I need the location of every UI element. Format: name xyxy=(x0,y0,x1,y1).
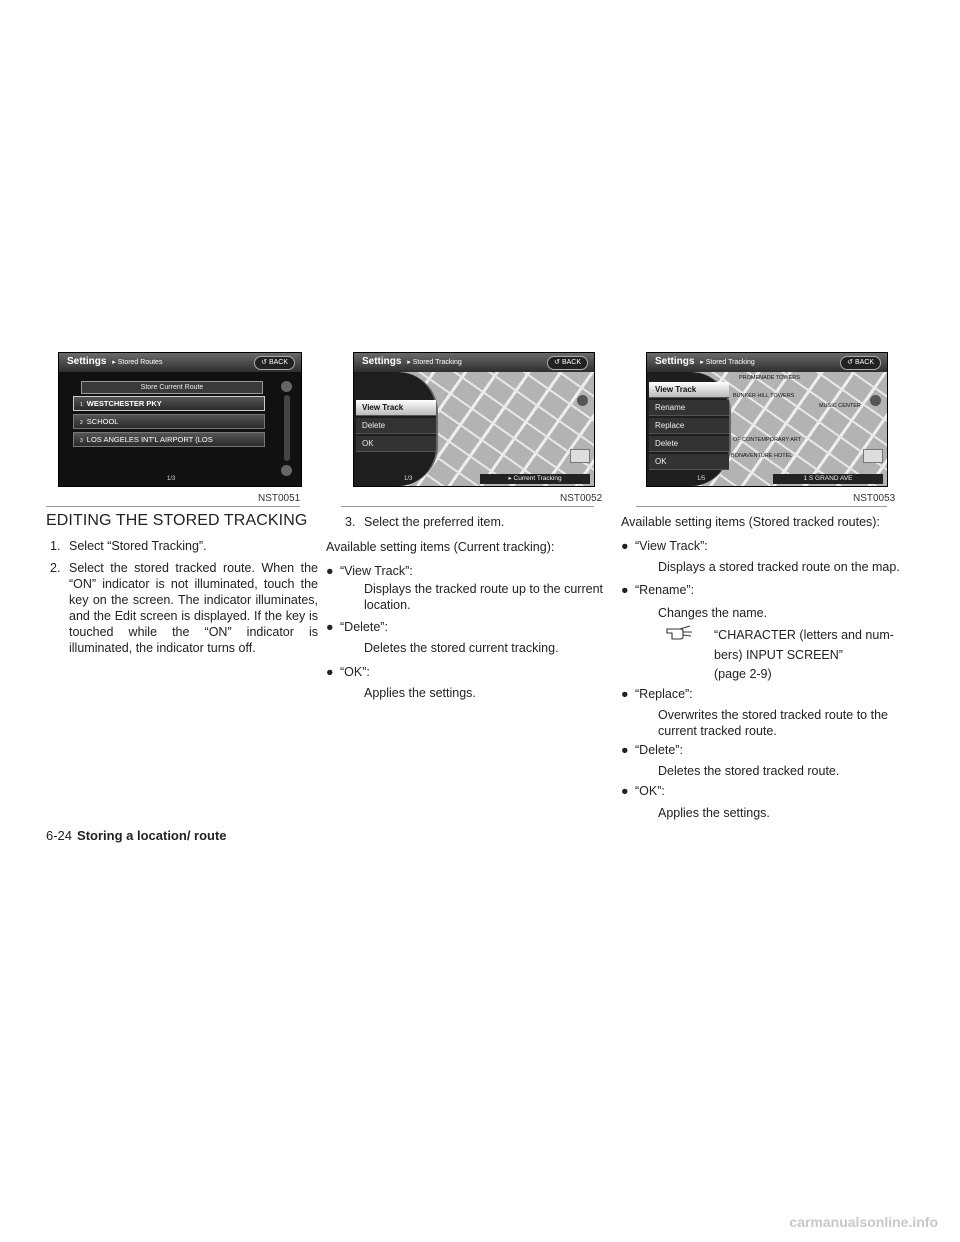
item-description: Applies the settings. xyxy=(364,686,476,700)
edit-menu xyxy=(354,372,438,486)
item-description: Displays a stored tracked route on the map. xyxy=(658,560,900,574)
menu-view-track[interactable]: View Track xyxy=(356,400,436,416)
item-label: “Delete”: xyxy=(635,743,683,757)
screenshot-current-tracking xyxy=(353,352,595,487)
step-text: Select the stored tracked route. When the “ON” indicator is not illuminated, touch the key on the screen. The indicator illuminates, and the Edit screen is displayed. If the key is touched while the “ON” indicator is illuminated, the indicator turns off. xyxy=(69,561,318,655)
bullet-icon: ● xyxy=(621,687,629,701)
route-row[interactable]: 1 WESTCHESTER PKY xyxy=(73,396,265,411)
back-button[interactable]: ↺ BACK xyxy=(547,356,588,370)
menu-ok[interactable]: OK xyxy=(649,454,729,470)
stored-intro: Available setting items (Stored tracked routes): xyxy=(621,515,880,529)
reference-hand-icon xyxy=(666,624,694,642)
street-name-label: 1 S GRAND AVE xyxy=(773,474,883,484)
map-label: MUSIC CENTER xyxy=(819,403,861,409)
step-number: 2. xyxy=(50,561,61,575)
item-label: “Replace”: xyxy=(635,687,693,701)
screen-title: Settings ▸ Stored Routes xyxy=(67,356,163,367)
list-item xyxy=(621,582,911,598)
item-description: Deletes the stored tracked route. xyxy=(658,764,840,778)
menu-rename[interactable]: Rename xyxy=(649,400,729,416)
route-list xyxy=(73,396,265,447)
screenshot-stored-routes xyxy=(58,352,302,487)
item-label: “OK”: xyxy=(635,784,665,798)
menu-view-track[interactable]: View Track xyxy=(649,382,729,398)
route-row[interactable]: 3 LOS ANGELES INT'L AIRPORT (LOS xyxy=(73,432,265,447)
caption-rule xyxy=(46,506,300,507)
current-intro: Available setting items (Current tracking): xyxy=(326,540,555,554)
step-text: Select “Stored Tracking”. xyxy=(69,539,207,553)
item-description: Changes the name. xyxy=(658,606,768,620)
scroll-track[interactable] xyxy=(284,395,290,461)
list-item xyxy=(621,686,911,702)
step-3 xyxy=(345,514,605,530)
item-description: Applies the settings. xyxy=(658,806,770,820)
bullet-icon: ● xyxy=(621,743,629,757)
store-current-route-button[interactable]: Store Current Route xyxy=(81,381,263,394)
map-label: BONAVENTURE HOTEL xyxy=(731,453,793,459)
bullet-icon: ● xyxy=(621,784,629,798)
item-label: “OK”: xyxy=(340,665,370,679)
step-2 xyxy=(50,560,318,656)
screen-title: Settings ▸ Stored Tracking xyxy=(362,356,462,367)
item-label: “Delete”: xyxy=(340,620,388,634)
caption-rule xyxy=(341,506,594,507)
scrollbar[interactable] xyxy=(279,379,295,479)
list-item xyxy=(621,783,911,799)
page-indicator: 1/5 xyxy=(697,476,706,482)
edit-menu xyxy=(647,372,731,486)
item-description: Displays the tracked route up to the current location. xyxy=(364,582,604,612)
list-item xyxy=(326,563,596,579)
caption-rule xyxy=(636,506,887,507)
reference-line-2: bers) INPUT SCREEN” xyxy=(714,648,843,662)
list-item xyxy=(326,619,596,635)
list-item xyxy=(621,538,911,554)
menu-delete[interactable]: Delete xyxy=(356,418,436,434)
scale-icon xyxy=(863,449,883,463)
page-number: 6-24 xyxy=(46,828,73,843)
list-item xyxy=(621,742,911,758)
figure-caption: NST0053 xyxy=(853,493,896,504)
map-label: OF CONTEMPORARY ART xyxy=(733,437,802,443)
item-label: “View Track”: xyxy=(340,564,413,578)
item-description: Deletes the stored current tracking. xyxy=(364,641,559,655)
page-indicator: 1/3 xyxy=(167,476,176,482)
title-bar xyxy=(59,353,301,372)
scroll-up-icon[interactable] xyxy=(281,381,292,392)
screen-title: Settings ▸ Stored Tracking xyxy=(655,356,755,367)
step-number: 1. xyxy=(50,539,61,553)
item-label: “Rename”: xyxy=(635,583,695,597)
figure-caption: NST0052 xyxy=(560,493,603,504)
zoom-out-icon[interactable] xyxy=(577,395,588,406)
title-bar xyxy=(354,353,594,372)
scale-icon xyxy=(570,449,590,463)
item-label: “View Track”: xyxy=(635,539,708,553)
scroll-down-icon[interactable] xyxy=(281,465,292,476)
figure-caption: NST0051 xyxy=(258,493,301,504)
bullet-icon: ● xyxy=(621,583,629,597)
item-description: Overwrites the stored tracked route to the current tracked route. xyxy=(658,708,888,738)
bullet-icon: ● xyxy=(326,665,334,679)
menu-replace[interactable]: Replace xyxy=(649,418,729,434)
step-text: Select the preferred item. xyxy=(364,515,505,529)
watermark: carmanualsonline.info xyxy=(789,1214,938,1230)
zoom-out-icon[interactable] xyxy=(870,395,881,406)
section-heading: EDITING THE STORED TRACKING xyxy=(46,512,308,529)
screenshot-stored-tracking xyxy=(646,352,888,487)
title-bar xyxy=(647,353,887,372)
bullet-icon: ● xyxy=(621,539,629,553)
map-label: BUNKER HILL TOWERS xyxy=(733,393,795,399)
menu-delete[interactable]: Delete xyxy=(649,436,729,452)
menu-ok[interactable]: OK xyxy=(356,436,436,452)
step-number: 3. xyxy=(345,515,356,529)
list-item xyxy=(326,664,596,680)
reference-line-1: “CHARACTER (letters and num- xyxy=(714,628,894,642)
back-button[interactable]: ↺ BACK xyxy=(840,356,881,370)
route-row[interactable]: 2 SCHOOL xyxy=(73,414,265,429)
bullet-icon: ● xyxy=(326,620,334,634)
current-tracking-label: ▸ Current Tracking xyxy=(480,474,590,484)
bullet-icon: ● xyxy=(326,564,334,578)
section-name: Storing a location/ route xyxy=(77,828,227,843)
map-label: PROMENADE TOWERS xyxy=(739,375,800,381)
page-footer xyxy=(46,828,227,843)
back-button[interactable]: ↺ BACK xyxy=(254,356,295,370)
step-1 xyxy=(50,538,318,554)
page-indicator: 1/3 xyxy=(404,476,413,482)
reference-page: (page 2-9) xyxy=(714,667,772,681)
